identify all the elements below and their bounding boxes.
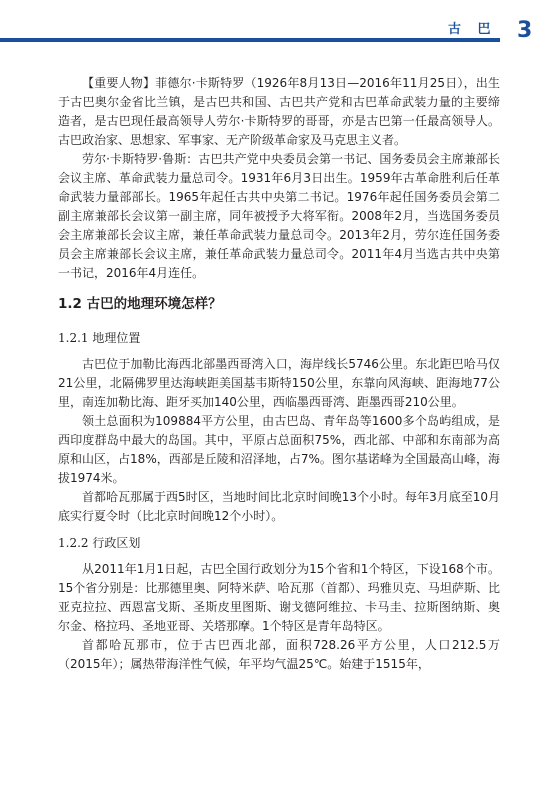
paragraph-time-zone: 首都哈瓦那属于西5时区，当地时间比北京时间晚13个小时。每年3月底至10月底实行夏令时（比北京时间晚12个小时）。 (58, 490, 500, 523)
subsection-heading-administrative-divisions: 1.2.2 行政区划 (58, 536, 141, 550)
paragraph-territory: 领土总面积为109884平方公里，由古巴岛、青年岛等1600多个岛屿组成，是西印度群岛中最大的岛国。其中，平原占总面积75%，西北部、中部和东南部为高原和山区，占18%，西部是丘陵和沼泽地，占7%。图尔基诺峰为全国最高山峰，海拔1974米。 (58, 414, 500, 485)
header-rule (0, 38, 500, 42)
paragraph-provinces: 从2011年1月1日起，古巴全国行政划分为15个省和1个特区，下设168个市。15个省分别是：比那德里奥、阿特米萨、哈瓦那（首都）、玛雅贝克、马坦萨斯、比亚克拉拉、西恩富戈斯、圣斯皮里图斯、谢戈德阿维拉、卡马圭、拉斯图纳斯、奥尔金、格拉玛、圣地亚哥、关塔那摩。1个特区是青年岛特区。 (58, 562, 500, 633)
paragraph-location: 古巴位于加勒比海西北部墨西哥湾入口，海岸线长5746公里。东北距巴哈马仅21公里，北隔佛罗里达海峡距美国基韦斯特150公里，东靠向风海峡、距海地77公里，南连加勒比海、距牙买加140公里，西临墨西哥湾、距墨西哥210公里。 (58, 357, 500, 409)
page-number: 3 (517, 18, 533, 43)
paragraph-fidel-castro: 【重要人物】菲德尔·卡斯特罗（1926年8月13日—2016年11月25日），出生于古巴奥尔金省比兰镇，是古巴共和国、古巴共产党和古巴革命武装力量的主要缔造者，是古巴现任最高领导人劳尔·卡斯特罗的哥哥，亦是古巴第一任最高领导人。古巴政治家、思想家、军事家、无产阶级革命家及马克思主义者。 (58, 76, 500, 147)
paragraph-havana: 首都哈瓦那市，位于古巴西北部，面积728.26平方公里，人口212.5万（2015年）；属热带海洋性气候，年平均气温25℃。始建于1515年， (58, 638, 500, 671)
running-header-title: 古 巴 (448, 22, 497, 37)
section-heading-1-2: 1.2 古巴的地理环境怎样？ (58, 296, 222, 312)
subsection-heading-geographic-location: 1.2.1 地理位置 (58, 331, 141, 345)
page-body (58, 74, 500, 674)
paragraph-raul-castro: 劳尔·卡斯特罗·鲁斯：古巴共产党中央委员会第一书记、国务委员会主席兼部长会议主席、革命武装力量总司令。1931年6月3日出生。1959年古革命胜利后任革命武装力量部部长。1965年起任古共中央第二书记。1976年起任国务委员会第二副主席兼部长会议第一副主席，同年被授予大将军衔。2008年2月，当选国务委员会主席兼部长会议主席，兼任革命武装力量总司令。2013年2月，劳尔连任国务委员会主席兼部长会议主席，兼任革命武装力量总司令。2011年4月当选古共中央第一书记，2016年4月连任。 (58, 152, 500, 280)
